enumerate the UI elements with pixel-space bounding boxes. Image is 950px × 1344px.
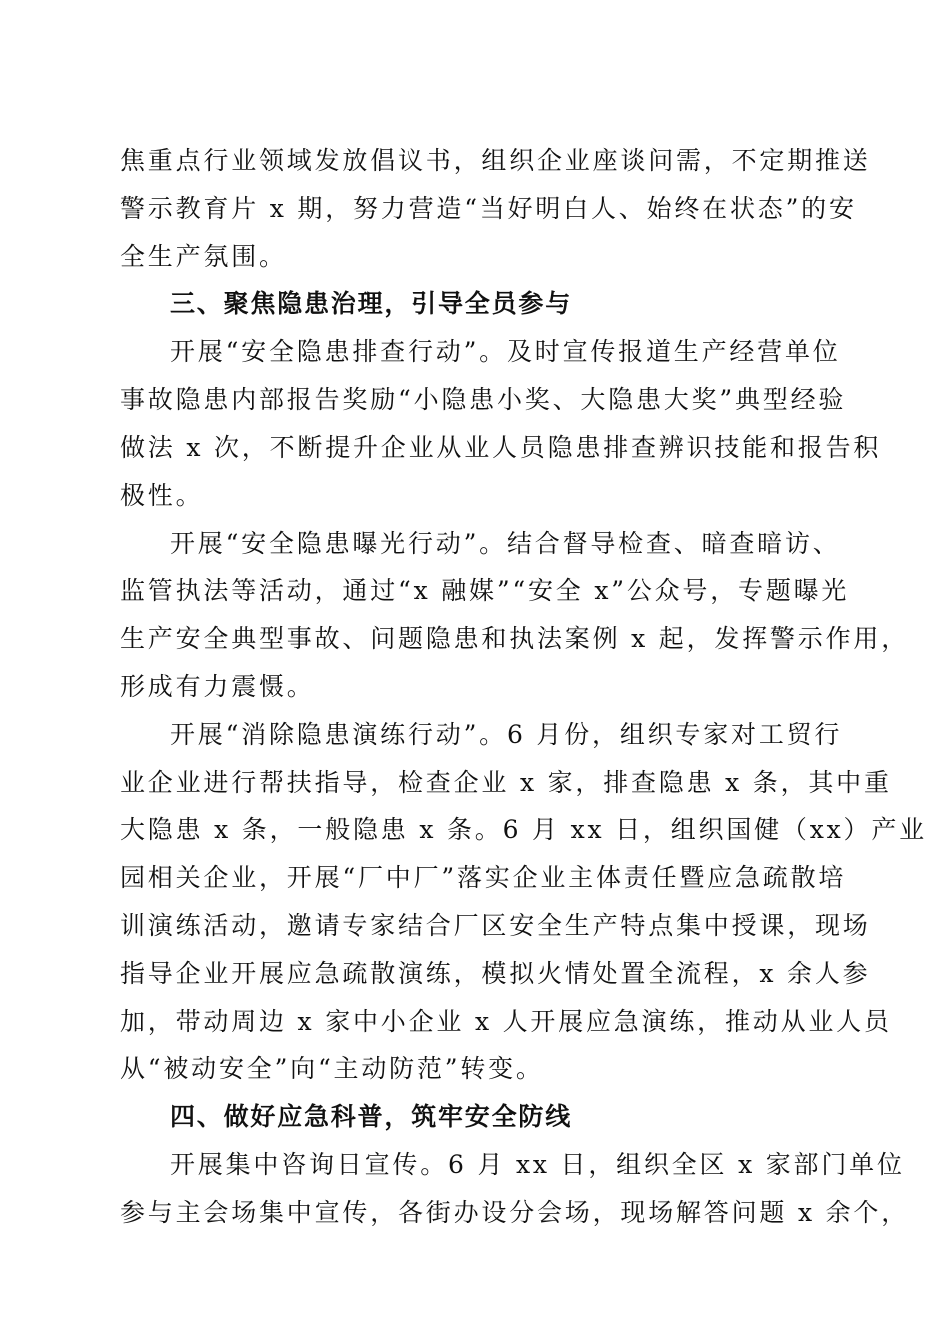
paragraph-line: 开展集中咨询日宣传。6 月 xx 日，组织全区 x 家部门单位 bbox=[170, 1150, 905, 1179]
paragraph-line: 警示教育片 x 期，努力营造“当好明白人、始终在状态”的安 bbox=[120, 194, 857, 223]
paragraph-line: 指导企业开展应急疏散演练，模拟火情处置全流程，x 余人参 bbox=[120, 959, 871, 988]
paragraph-line: 从“被动安全”向“主动防范”转变。 bbox=[120, 1054, 544, 1083]
paragraph-line: 参与主会场集中宣传，各街办设分会场，现场解答问题 x 余个， bbox=[120, 1198, 909, 1227]
paragraph-line: 生产安全典型事故、问题隐患和执法案例 x 起，发挥警示作用， bbox=[120, 624, 909, 653]
paragraph-line: 训演练活动，邀请专家结合厂区安全生产特点集中授课，现场 bbox=[120, 911, 871, 940]
paragraph-line: 业企业进行帮扶指导，检查企业 x 家，排查隐患 x 条，其中重 bbox=[120, 768, 892, 797]
paragraph-line: 形成有力震慑。 bbox=[120, 672, 315, 701]
paragraph-line: 开展“安全隐患排查行动”。及时宣传报道生产经营单位 bbox=[170, 337, 841, 366]
paragraph-line: 加，带动周边 x 家中小企业 x 人开展应急演练，推动从业人员 bbox=[120, 1007, 892, 1036]
paragraph-line: 全生产氛围。 bbox=[120, 242, 287, 271]
paragraph-line: 极性。 bbox=[120, 481, 204, 510]
paragraph-line: 事故隐患内部报告奖励“小隐患小奖、大隐患大奖”典型经验 bbox=[120, 385, 847, 414]
section-heading: 四、做好应急科普，筑牢安全防线 bbox=[170, 1102, 573, 1131]
paragraph-line: 园相关企业，开展“厂中厂”落实企业主体责任暨应急疏散培 bbox=[120, 863, 847, 892]
paragraph-line: 监管执法等活动，通过“x 融媒”“安全 x”公众号，专题曝光 bbox=[120, 576, 850, 605]
paragraph-line: 大隐患 x 条，一般隐患 x 条。6 月 xx 日，组织国健（xx）产业 bbox=[120, 815, 927, 844]
paragraph-line: 开展“安全隐患曝光行动”。结合督导检查、暗查暗访、 bbox=[170, 529, 841, 558]
paragraph-line: 开展“消除隐患演练行动”。6 月份，组织专家对工贸行 bbox=[170, 720, 843, 749]
paragraph-line: 做法 x 次，不断提升企业从业人员隐患排查辨识技能和报告积 bbox=[120, 433, 882, 462]
paragraph-line: 焦重点行业领域发放倡议书，组织企业座谈问需，不定期推送 bbox=[120, 146, 871, 175]
section-heading: 三、聚焦隐患治理，引导全员参与 bbox=[170, 289, 573, 318]
